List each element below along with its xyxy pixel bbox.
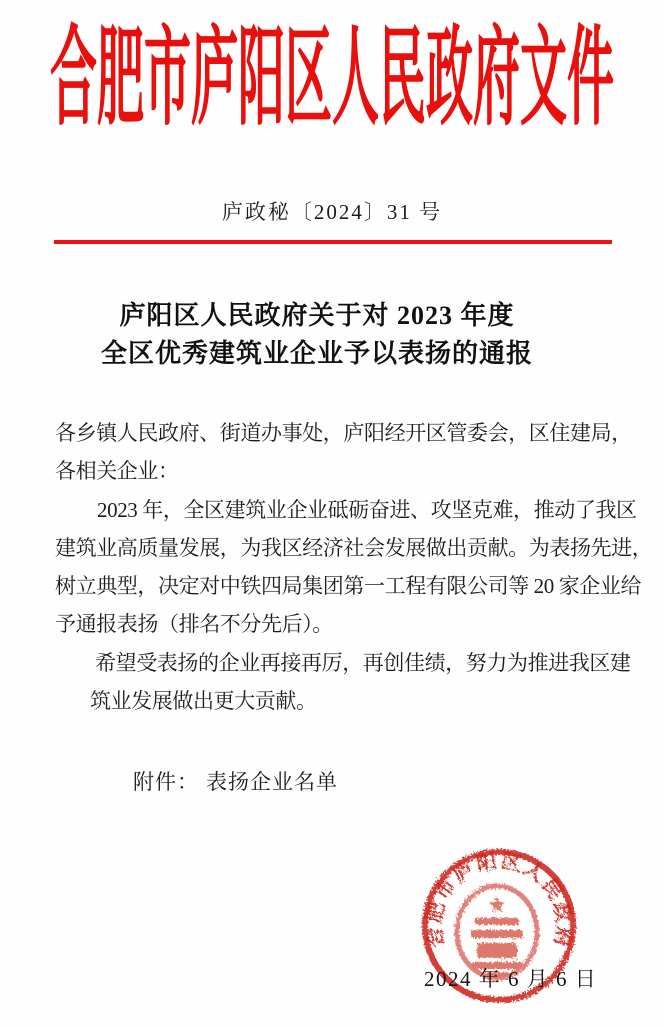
document-title-line1: 庐阳区人民政府关于对 2023 年度	[119, 301, 515, 330]
paragraph-line: 树立典型，决定对中铁四局集团第一工程有限公司等 20 家企业给	[55, 574, 642, 599]
paragraph-line: 2023 年，全区建筑业企业砥砺奋进、攻坚克难，推动了我区	[97, 497, 637, 522]
document-title-line2: 全区优秀建筑业企业予以表扬的通报	[100, 339, 533, 368]
seal-text: 合肥市庐阳区人民政府	[423, 850, 575, 952]
attachment-note	[133, 766, 338, 796]
red-divider-line	[54, 240, 612, 244]
document-body	[55, 414, 653, 720]
salutation-line: 各相关企业：	[55, 459, 179, 484]
emblem-star-icon	[488, 896, 505, 912]
attachment-value: 表扬企业名单	[206, 770, 338, 794]
document-date: 2024 年 6 月 6 日	[424, 967, 598, 991]
doc-number: 庐政秘〔2024〕31 号	[221, 200, 443, 224]
paragraph-line: 予通报表扬（排名不分先后）。	[55, 612, 333, 637]
paragraph-line: 筑业发展做出更大贡献。	[90, 689, 317, 714]
document-title	[0, 297, 634, 373]
paragraph-line: 希望受表扬的企业再接再厉，再创佳绩，努力为推进我区建	[95, 650, 631, 675]
attachment-label: 附件：	[133, 770, 199, 794]
salutation-line: 各乡镇人民政府、街道办事处，庐阳经开区管委会，区住建局，	[55, 421, 632, 445]
paragraph-line: 建筑业高质量发展，为我区经济社会发展做出贡献。为表扬先进，	[55, 535, 653, 560]
letterhead-title: 合肥市庐阳区人民政府文件	[50, 20, 614, 140]
